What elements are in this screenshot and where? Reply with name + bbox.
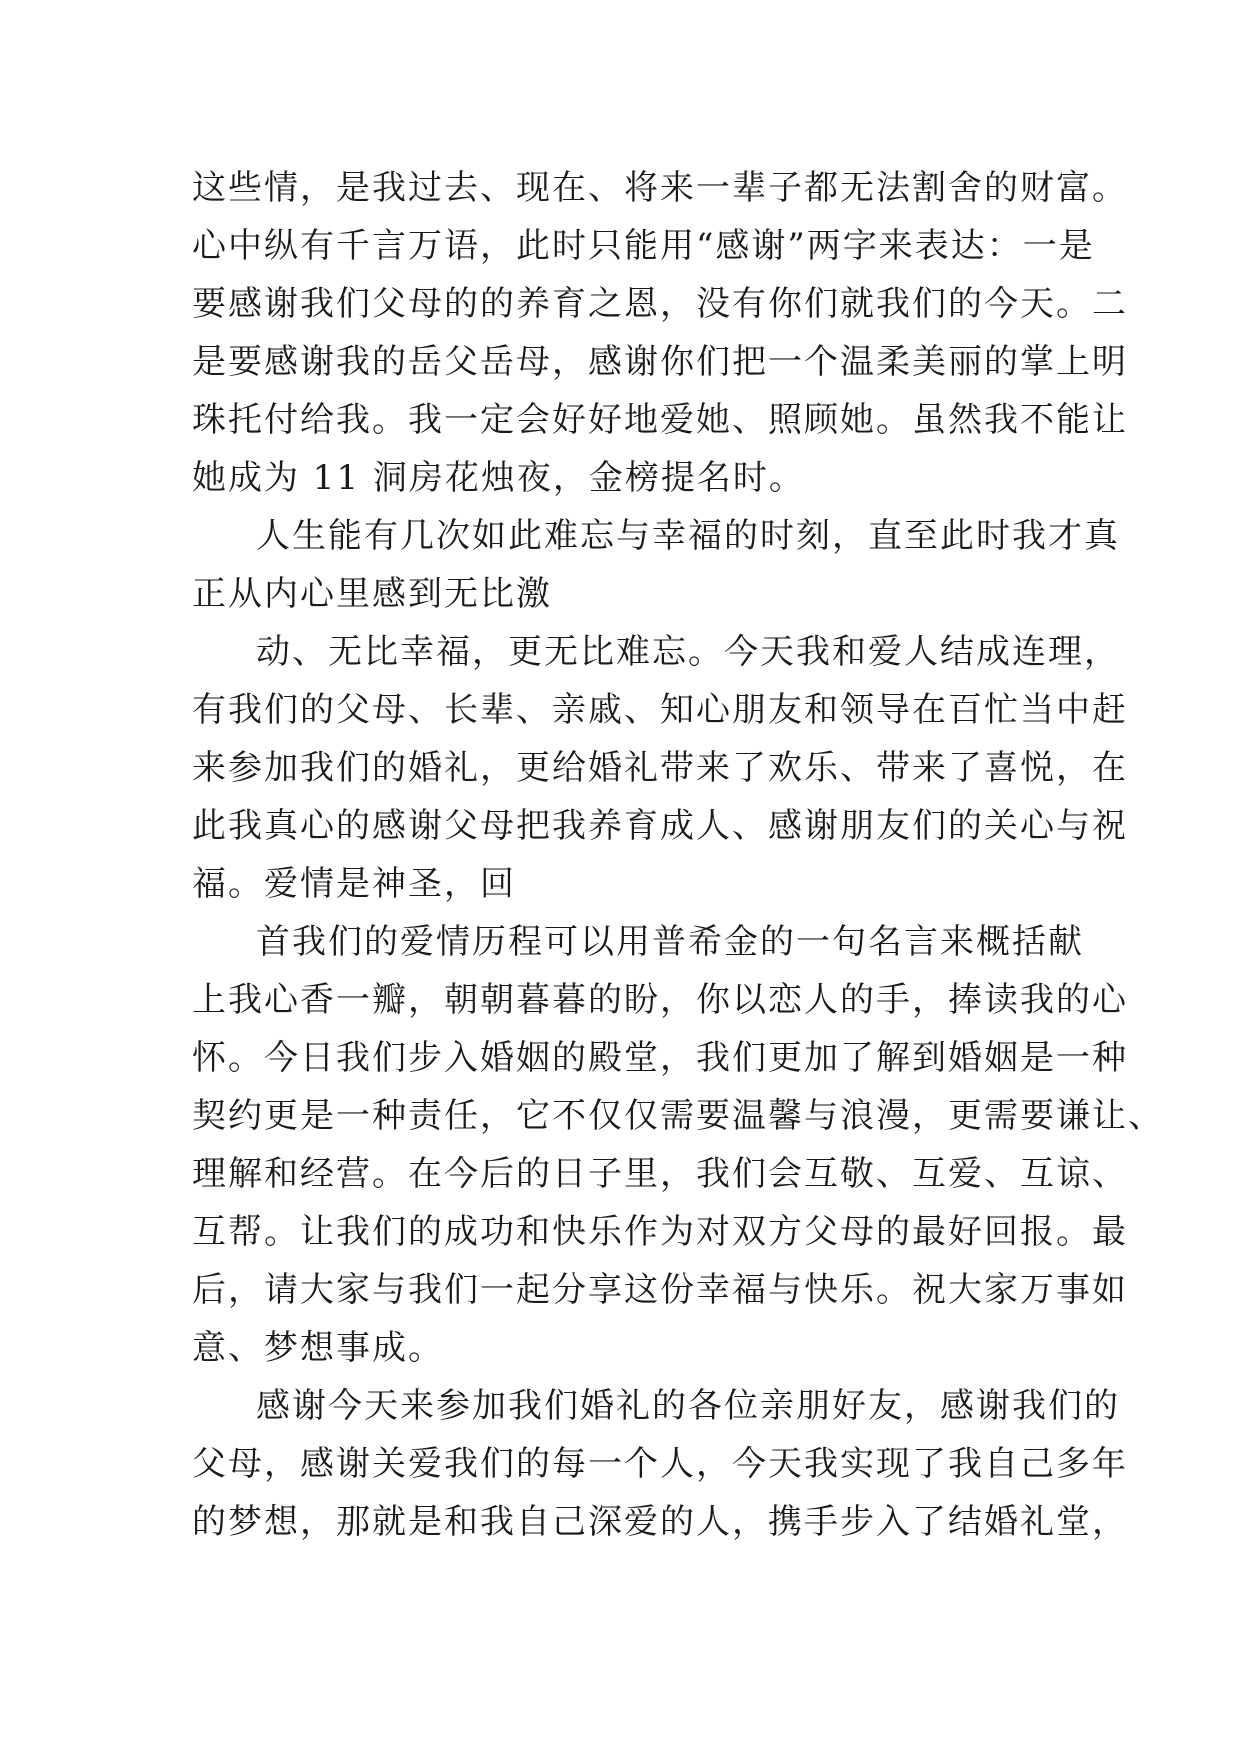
paragraph-start-line: 感谢今天来参加我们婚礼的各位亲朋好友，感谢我们的: [256, 1386, 1120, 1426]
text-line: 有我们的父母、长辈、亲戚、知心朋友和领导在百忙当中赶: [192, 690, 1128, 730]
text-line: 是要感谢我的岳父岳母，感谢你们把一个温柔美丽的掌上明: [192, 342, 1128, 382]
text-line: 要感谢我们父母的的养育之恩，没有你们就我们的今天。二: [192, 284, 1128, 324]
text-line: 意、梦想事成。: [192, 1328, 444, 1368]
text-line: 怀。今日我们步入婚姻的殿堂，我们更加了解到婚姻是一种: [192, 1038, 1128, 1078]
text-line: 互帮。让我们的成功和快乐作为对双方父母的最好回报。最: [192, 1212, 1128, 1252]
paragraph-start-line: 人生能有几次如此难忘与幸福的时刻，直至此时我才真: [256, 516, 1120, 556]
text-line: 这些情，是我过去、现在、将来一辈子都无法割舍的财富。: [192, 168, 1128, 208]
text-line: 此我真心的感谢父母把我养育成人、感谢朋友们的关心与祝: [192, 806, 1128, 846]
text-line: 福。爱情是神圣，回: [192, 864, 516, 904]
paragraph-start-line: 动、无比幸福，更无比难忘。今天我和爱人结成连理，: [256, 632, 1120, 672]
text-line: 的梦想，那就是和我自己深爱的人，携手步入了结婚礼堂，: [192, 1502, 1128, 1542]
text-line: 后，请大家与我们一起分享这份幸福与快乐。祝大家万事如: [192, 1270, 1128, 1310]
text-line: 珠托付给我。我一定会好好地爱她、照顾她。虽然我不能让: [192, 400, 1128, 440]
text-line: 契约更是一种责任，它不仅仅需要温馨与浪漫，更需要谦让、: [192, 1096, 1164, 1136]
text-line: 理解和经营。在今后的日子里，我们会互敬、互爱、互谅、: [192, 1154, 1128, 1194]
text-line: 心中纵有千言万语，此时只能用“感谢”两字来表达：一是: [192, 226, 1095, 266]
text-line: 正从内心里感到无比激: [192, 574, 552, 614]
text-line: 来参加我们的婚礼，更给婚礼带来了欢乐、带来了喜悦，在: [192, 748, 1128, 788]
text-line: 父母，感谢关爱我们的每一个人，今天我实现了我自己多年: [192, 1444, 1128, 1484]
paragraph-start-line: 首我们的爱情历程可以用普希金的一句名言来概括献: [256, 922, 1084, 962]
text-line: 上我心香一瓣，朝朝暮暮的盼，你以恋人的手，捧读我的心: [192, 980, 1128, 1020]
text-line: 她成为 11 洞房花烛夜，金榜提名时。: [192, 458, 805, 498]
